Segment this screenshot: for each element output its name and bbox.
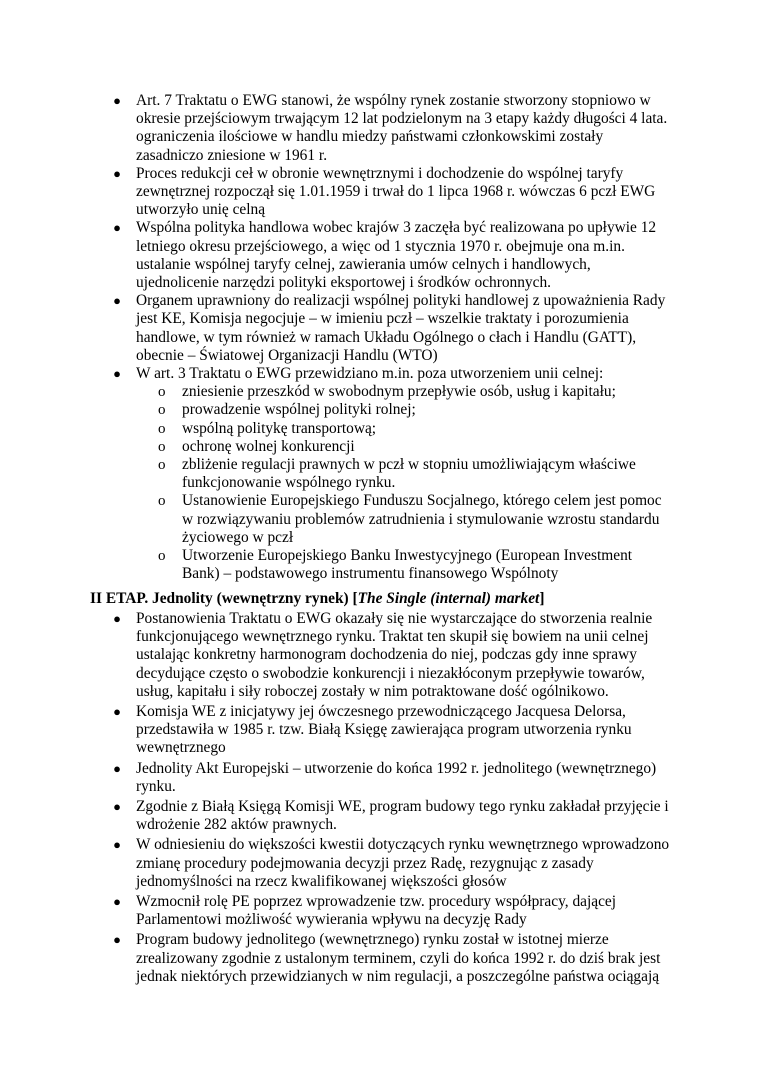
list-item-text: Wzmocnił rolę PE poprzez wprowadzenie tzw. procedury współpracy, dającej Parlamentowi możliwość wywierania wpływu na decyzję Rady	[136, 893, 617, 929]
list-item	[0, 365, 760, 583]
sub-list-item-text: zbliżenie regulacji prawnych w pczł w stopniu umożliwiającym właściwe funkcjonowanie wspólnego rynku.	[182, 456, 636, 492]
bullet-dot-icon: ●	[113, 366, 121, 382]
list-item-text: W art. 3 Traktatu o EWG przewidziano m.in. poza utworzeniem unii celnej:	[136, 365, 604, 383]
sub-list	[0, 383, 760, 583]
list-item-text: Jednolity Akt Europejski – utworzenie do końca 1992 r. jednolitego (wewnętrznego) rynku.	[136, 759, 657, 795]
list-item	[0, 836, 760, 891]
list-item	[0, 760, 760, 796]
sub-list-item-text: Ustanowienie Europejskiego Funduszu Socjalnego, którego celem jest pomoc w rozwiązywaniu problemów zatrudnienia i stymulowanie wzrostu standardu życiowego w pczł	[182, 492, 662, 546]
list-item-text: Wspólna polityka handlowa wobec krajów 3 zaczęła być realizowana po upływie 12 letniego okresu przejściowego, a więc od 1 stycznia 1970 r. obejmuje ona m.in. ustalanie wspólnej taryfy celnej, zawierania umów celnych i handlowych, ujednolicenie narzędzi polityki eksportowej i środków ochronnych.	[136, 219, 657, 292]
bullet-dot-icon: ●	[113, 165, 121, 181]
sub-list-item	[0, 456, 760, 492]
section-heading-close: ]	[539, 590, 545, 607]
bullet-dot-icon: ●	[113, 220, 121, 236]
list-item-text: W odniesieniu do większości kwestii dotyczących rynku wewnętrznego wprowadzono zmianę procedury podejmowania decyzji przez Radę, rezygnując z zasady jednomyślności na rzecz kwalifikowanej większości głosów	[136, 836, 670, 890]
bullet-dot-icon: ●	[113, 611, 121, 626]
circle-outline-icon: o	[158, 548, 166, 565]
bullet-dot-icon: ●	[113, 799, 121, 815]
list-item	[0, 165, 760, 220]
list-item	[0, 292, 760, 365]
sub-list-item	[0, 547, 760, 583]
bullet-dot-icon: ●	[113, 760, 121, 776]
circle-outline-icon: o	[158, 493, 166, 510]
sub-list-item	[0, 383, 760, 401]
bullet-list-1	[0, 92, 760, 583]
list-item	[0, 798, 760, 834]
list-item-text: Art. 7 Traktatu o EWG stanowi, że wspólny rynek zostanie stworzony stopniowo w okresie przejściowym trwającym 12 lat podzielonym na 3 etapy każdy długości 4 lata. ograniczenia ilościowe w handlu miedzy państwami członkowskimi zostały zasadniczo zniesione w 1961 r.	[136, 92, 668, 164]
list-item-text: Komisja WE z inicjatywy jej ówczesnego przewodniczącego Jacquesa Delorsa, przedstawiła w 1985 r. tzw. Białą Księgę zawierająca program utworzenia rynku wewnętrznego	[136, 703, 632, 757]
bullet-dot-icon: ●	[113, 93, 121, 108]
list-item-text: Proces redukcji ceł w obronie wewnętrznymi i dochodzenie do wspólnej taryfy zewnętrznej rozpoczął się 1.01.1959 i trwał do 1 lipca 1968 r. wówczas 6 pczł EWG utworzyło unię celną	[136, 164, 656, 219]
list-item	[0, 219, 760, 292]
list-item-text: Postanowienia Traktatu o EWG okazały się nie wystarczające do stworzenia realnie funkcjonującego wewnętrznego rynku. Traktat ten skupił się bowiem na unii celnej ustalając konkretny harmonogram dochodzenia do niej, podczas gdy inne sprawy decydujące często o swobodzie konkurencji i niezakłóconym przepływie towarów, usług, kapitału i siły roboczej zostały w nim potraktowane dość ogólnikowo.	[136, 610, 653, 700]
section-heading-main: II ETAP. Jednolity (wewnętrzny rynek) [	[90, 590, 358, 607]
sub-list-item-text: prowadzenie wspólnej polityki rolnej;	[182, 401, 416, 419]
list-item	[0, 610, 760, 701]
sub-list-item-text: wspólną politykę transportową;	[182, 419, 377, 437]
circle-outline-icon: o	[158, 384, 166, 401]
sub-list-item	[0, 438, 760, 456]
bullet-dot-icon: ●	[113, 704, 121, 720]
section-1	[0, 92, 760, 583]
list-item	[0, 703, 760, 758]
bullet-list-2	[0, 610, 760, 986]
sub-list-item	[0, 420, 760, 438]
list-item-text: Organem uprawniony do realizacji wspólnej polityki handlowej z upoważnienia Rady jest KE, Komisja negocjuje – w imieniu pczł – wszelkie traktaty i porozumienia handlowe, w tym również w ramach Układu Ogólnego o cłach i Handlu (GATT), obecnie – Światowej Organizacji Handlu (WTO)	[136, 292, 666, 364]
sub-list-item	[0, 401, 760, 419]
section-2	[0, 610, 760, 988]
bullet-dot-icon: ●	[113, 894, 121, 910]
list-item	[0, 893, 760, 929]
bullet-dot-icon: ●	[113, 293, 121, 309]
circle-outline-icon: o	[158, 438, 166, 455]
list-item-text: Zgodnie z Białą Księgą Komisji WE, program budowy tego rynku zakładał przyjęcie i wdrożenie 282 aktów prawnych.	[136, 798, 669, 834]
section-heading-italic: The Single (internal) market	[357, 590, 540, 607]
circle-outline-icon: o	[158, 402, 166, 419]
list-item	[0, 92, 760, 165]
sub-list-item-text: zniesienie przeszkód w swobodnym przepływie osób, usług i kapitału;	[182, 383, 616, 401]
sub-list-item	[0, 492, 760, 547]
circle-outline-icon: o	[158, 420, 166, 437]
circle-outline-icon: o	[158, 457, 166, 474]
list-item	[0, 931, 760, 986]
sub-list-item-text: Utworzenie Europejskiego Banku Inwestycyjnego (European Investment Bank) – podstawowego instrumentu finansowego Wspólnoty	[182, 547, 633, 583]
bullet-dot-icon: ●	[113, 837, 121, 853]
bullet-dot-icon: ●	[113, 932, 121, 948]
section-heading	[90, 590, 544, 608]
sub-list-item-text: ochronę wolnej konkurencji	[182, 437, 355, 455]
list-item-text: Program budowy jednolitego (wewnętrznego) rynku został w istotnej mierze zrealizowany zgodnie z ustalonym terminem, czyli do końca 1992 r. do dziś brak jest jednak niektórych przewidzianych w nim regulacji, a poszczególne państwa ociągają	[136, 931, 661, 985]
